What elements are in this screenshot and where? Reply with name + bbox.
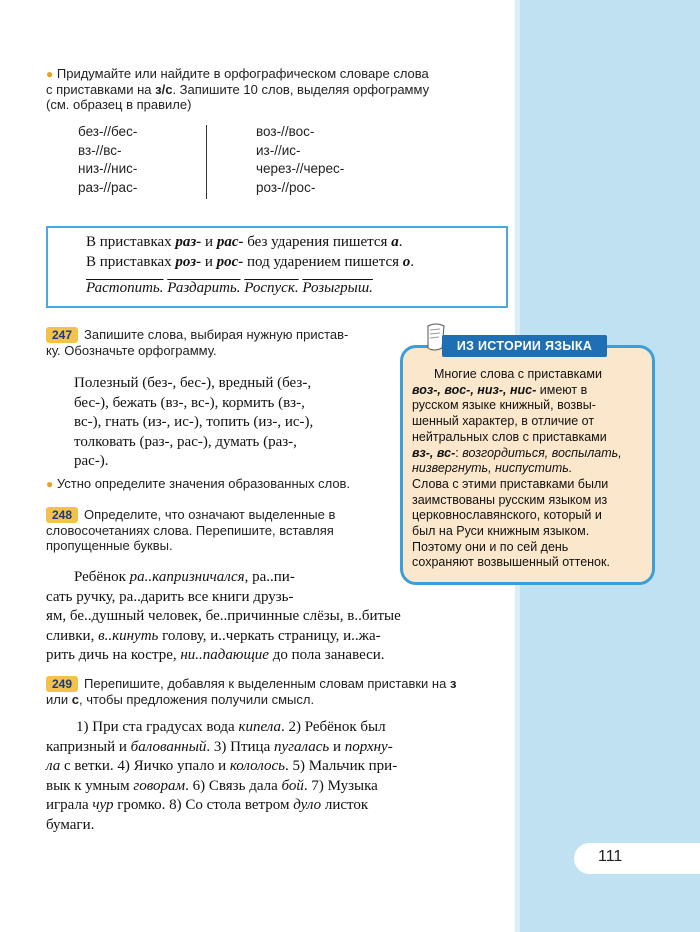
- exercise-number-badge: 248: [46, 507, 78, 523]
- exercise-248-task: 248 Определите, что означают выделенные в словосочетаниях слова. Перепишите, вставляя пропущенные буквы.: [46, 507, 336, 553]
- bullet-icon: ●: [46, 477, 54, 491]
- prefix-column-right: [256, 123, 344, 197]
- exercise-249-text: 1) При ста градусах вода кипела. 2) Ребёнок был капризный и балованный. 3) Птица пугалась и порхну- ла с ветки. 4) Яичко упало и кололось. 5) Мальчик при- вык к умным говорам. 6) Связь дала бой. 7) Музыка играла чур громко. 8) Со стола ветром дуло листок бумаги.: [46, 719, 398, 833]
- exercise-247-oral: ● Устно определите значения образованных слов.: [46, 476, 351, 491]
- prefix-column-left: [78, 123, 137, 197]
- example-word: Роспуск.: [244, 280, 299, 296]
- prefix-item: из-//ис-: [256, 142, 301, 158]
- page-number: 111: [598, 848, 623, 865]
- exercise-247-task: 247 Запишите слова, выбирая нужную пристав- ку. Обозначьте орфограмму.: [46, 327, 349, 358]
- exercise-number-badge: 247: [46, 327, 78, 343]
- history-title: ИЗ ИСТОРИИ ЯЗЫКА: [442, 335, 607, 357]
- rule-line-1: В приставках раз- и рас- без ударения пишется а.: [86, 234, 403, 250]
- rule-line-2: В приставках роз- и рос- под ударением пишется о.: [86, 254, 415, 270]
- exercise-number-badge: 249: [46, 676, 78, 692]
- column-divider: [206, 125, 207, 199]
- example-word: Растопить.: [86, 280, 164, 296]
- prefix-item: раз-//рас-: [78, 179, 138, 195]
- page-number-tab: [574, 843, 700, 874]
- prefix-item: через-//черес-: [256, 161, 345, 176]
- history-text: Многие слова с приставками воз-, вос-, низ-, нис- имеют в русском языке книжный, возвы- шенный характер, в отличие от нейтральных слов с приставками вз-, вс-: возгордиться, воспылать, низвергнуть, ниспустить. Слова с этими приставками были заимствованы русским языком из церковнославянского, который и был на Руси книжным языком. Поэтому они и по сей день сохраняют возвышенный оттенок.: [412, 367, 622, 570]
- rule-examples: [86, 280, 373, 297]
- example-word: Раздарить.: [167, 280, 241, 296]
- prefix-item: вз-//вс-: [78, 142, 122, 158]
- prefix-item: роз-//рос-: [256, 179, 316, 195]
- example-word: Розыгрыш.: [302, 280, 373, 296]
- exercise-248-text: Ребёнок ра..капризничался, ра..пи- сать ручку, ра..дарить все книги друзь- ям, бе..душный человек, бе..причинные слёзы, в..битые сливки, в..кинуть голову, и..черкать страницу, и..жа- рить дичь на костре, ни..падающие до пола занавеси.: [46, 569, 401, 663]
- exercise-249-task: 249 Перепишите, добавляя к выделенным словам приставки на з или с, чтобы предложения получили смысл.: [46, 676, 457, 707]
- prefix-item: воз-//вос-: [256, 124, 315, 139]
- prefix-item: без-//бес-: [78, 124, 138, 139]
- rule-box: [46, 226, 508, 308]
- bullet-icon: ●: [46, 67, 54, 81]
- prefix-item: низ-//нис-: [78, 161, 138, 176]
- task-intro: ● Придумайте или найдите в орфографическом словаре слова с приставками на з/с. Запишите 10 слов, выделяя орфограмму (см. образец в правиле): [46, 66, 430, 112]
- exercise-247-text: Полезный (без-, бес-), вредный (без-, бес-), бежать (вз-, вс-), кормить (вз-, вс-), гнать (из-, ис-), топить (из-, ис-), толковать (раз-, рас-), думать (раз-, рас-).: [74, 375, 314, 469]
